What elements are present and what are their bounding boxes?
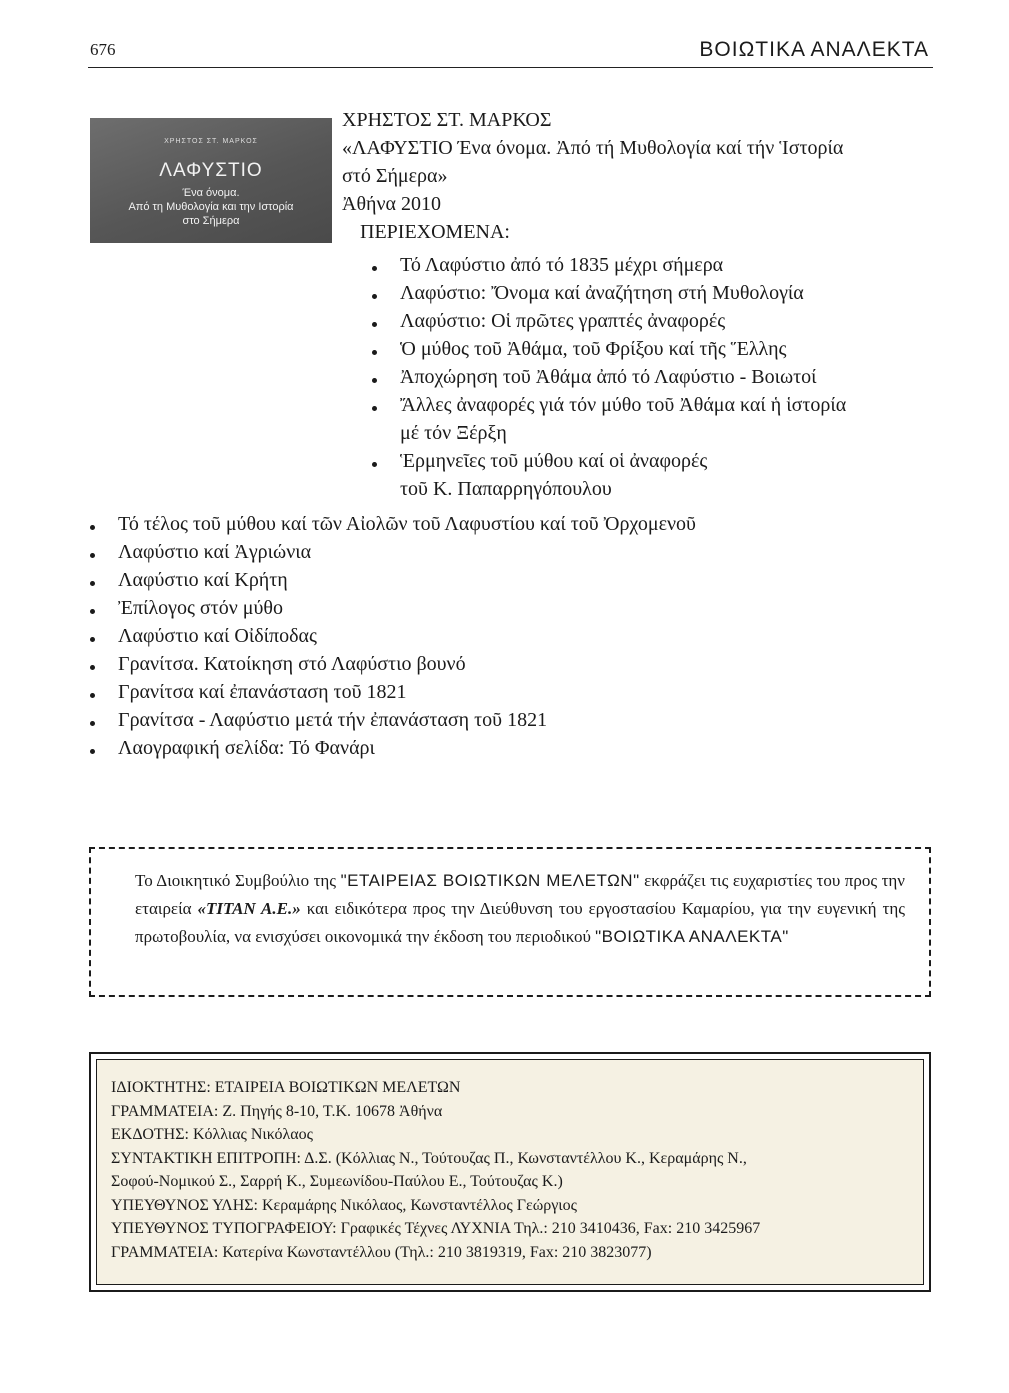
- journal-name: "ΒΟΙΩΤΙΚΑ ΑΝΑΛΕΚΤΑ": [595, 927, 789, 946]
- list-item-text-continued: μέ τόν Ξέρξη: [400, 422, 507, 444]
- book-title: «ΛΑΦΥΣΤΙΟ Ένα όνομα. Ἀπό τή Μυθολογία καί τήν Ἱστορία: [342, 137, 844, 159]
- list-item-text: Ἀποχώρηση τοῦ Ἀθάμα ἀπό τό Λαφύστιο - Βοιωτοί: [400, 366, 817, 388]
- list-item: Τό τέλος τοῦ μύθου καί τῶν Αἰολῶν τοῦ Λαφυστίου καί τοῦ Ὀρχομενοῦ: [118, 510, 918, 538]
- notice-text-part: εκφράζει τις ευχαριστίες του προς την εταιρεία: [135, 871, 905, 918]
- list-item: Γρανίτσα καί ἐπανάσταση τοῦ 1821: [118, 678, 918, 706]
- list-item-text: Τό Λαφύστιο ἀπό τό 1835 μέχρι σήμερα: [400, 254, 724, 276]
- imprint-box: [89, 1052, 931, 1292]
- list-item: Λαογραφική σελίδα: Τό Φανάρι: [118, 734, 918, 762]
- contents-list-inner: [400, 251, 940, 503]
- imprint-secretariat-address: ΓΡΑΜΜΑΤΕΙΑ: Ζ. Πηγής 8-10, Τ.Κ. 10678 Ἀθήνα: [111, 1102, 443, 1120]
- list-item: [400, 307, 940, 335]
- acknowledgement-box: [89, 847, 931, 997]
- list-item: [400, 363, 940, 391]
- imprint-printing: ΥΠΕΥΘΥΝΟΣ ΤΥΠΟΓΡΑΦΕΙΟΥ: Γραφικές Τέχνες ΛΥΧΝΙΑ Τηλ.: 210 3410436, Fax: 210 3425967: [111, 1220, 761, 1237]
- list-item-text: Λαφύστιο: Ὄνομα καί ἀναζήτηση στή Μυθολογία: [400, 282, 804, 304]
- cover-subtitle-line: στο Σήμερα: [182, 215, 240, 227]
- list-item: Ἐπίλογος στόν μύθο: [118, 594, 918, 622]
- cover-subtitle-line: Από τη Μυθολογία και την Ιστορία: [128, 201, 294, 213]
- list-item: [400, 279, 940, 307]
- imprint-publisher: ΕΚΔΟΤΗΣ: Κόλλιας Νικόλαος: [111, 1126, 313, 1143]
- book-place-year: Ἀθήνα 2010: [342, 193, 442, 215]
- notice-text-part: και ειδικότερα προς την Διεύθυνση του εργοστασίου Καμαρίου, για την ευγενική της πρωτοβουλία, να ενισχύσει οικονομικά την έκδοση του περιοδικού: [135, 899, 906, 946]
- contents-label: ΠΕΡΙΕΧΟΜΕΝΑ:: [360, 221, 510, 243]
- cover-subtitle: [90, 186, 332, 228]
- list-item: [400, 251, 940, 279]
- society-name: "ΕΤΑΙΡΕΙΑΣ ΒΟΙΩΤΙΚΩΝ ΜΕΛΕΤΩΝ": [340, 871, 640, 890]
- list-item: [400, 391, 940, 447]
- acknowledgement-text: [135, 867, 905, 951]
- book-author: ΧΡΗΣΤΟΣ ΣΤ. ΜΑΡΚΟΣ: [342, 109, 552, 131]
- list-item: Γρανίτσα - Λαφύστιο μετά τήν ἐπανάσταση τοῦ 1821: [118, 706, 918, 734]
- cover-title: ΛΑΦΥΣΤΙΟ: [159, 160, 263, 181]
- list-item-text: Ἄλλες ἀναφορές γιά τόν μύθο τοῦ Ἀθάμα καί ἡ ἱστορία: [400, 394, 847, 416]
- list-item: Λαφύστιο καί Κρήτη: [118, 566, 918, 594]
- imprint-content-editors: ΥΠΕΥΘΥΝΟΣ ΥΛΗΣ: Κεραμάρης Νικόλαος, Κωνσταντέλλος Γεώργιος: [111, 1196, 577, 1214]
- list-item: [400, 447, 940, 503]
- company-name: «ΤΙΤΑΝ Α.Ε.»: [197, 899, 301, 918]
- book-title-continued: στό Σήμερα»: [342, 165, 448, 187]
- contents-list-outer: [118, 510, 918, 762]
- list-item-text-continued: τοῦ Κ. Παπαρρηγόπουλου: [400, 478, 612, 500]
- cover-subtitle-line: Ένα όνομα.: [182, 187, 240, 199]
- book-cover-image: [90, 118, 332, 243]
- header-rule: [88, 67, 933, 68]
- imprint-editorial-board: ΣΥΝΤΑΚΤΙΚΗ ΕΠΙΤΡΟΠΗ: Δ.Σ. (Κόλλιας Ν., Τούτουζας Π., Κωνσταντέλλου Κ., Κεραμάρης Ν.,: [111, 1149, 747, 1167]
- list-item: Λαφύστιο καί Ἀγριώνια: [118, 538, 918, 566]
- running-title: ΒΟΙΩΤΙΚΑ ΑΝΑΛΕΚΤΑ: [699, 38, 929, 61]
- list-item: [400, 335, 940, 363]
- imprint-lines: [111, 1076, 760, 1264]
- list-item: Γρανίτσα. Κατοίκηση στό Λαφύστιο βουνό: [118, 650, 918, 678]
- imprint-panel: [96, 1059, 924, 1285]
- imprint-owner: ΙΔΙΟΚΤΗΤΗΣ: ΕΤΑΙΡΕΙΑ ΒΟΙΩΤΙΚΩΝ ΜΕΛΕΤΩΝ: [111, 1079, 461, 1096]
- cover-author: ΧΡΗΣΤΟΣ ΣΤ. ΜΑΡΚΟΣ: [164, 138, 258, 145]
- list-item-text: Ἑρμηνεῖες τοῦ μύθου καί οἱ ἀναφορές: [400, 450, 708, 472]
- list-item: Λαφύστιο καί Οἰδίποδας: [118, 622, 918, 650]
- page-number: 676: [90, 40, 116, 59]
- book-info: [342, 106, 942, 246]
- imprint-secretariat-contact: ΓΡΑΜΜΑΤΕΙΑ: Κατερίνα Κωνσταντέλλου (Τηλ.: 210 3819319, Fax: 210 3823077): [111, 1243, 652, 1261]
- notice-text-part: Το Διοικητικό Συμβούλιο της: [135, 871, 341, 890]
- imprint-editorial-board-continued: Σοφού-Νομικού Σ., Σαρρή Κ., Συμεωνίδου-Παύλου Ε., Τούτουζας Κ.): [111, 1173, 563, 1190]
- list-item-text: Ὁ μύθος τοῦ Ἀθάμα, τοῦ Φρίξου καί τῆς Ἕλλης: [400, 338, 787, 360]
- list-item-text: Λαφύστιο: Οἱ πρῶτες γραπτές ἀναφορές: [400, 310, 726, 332]
